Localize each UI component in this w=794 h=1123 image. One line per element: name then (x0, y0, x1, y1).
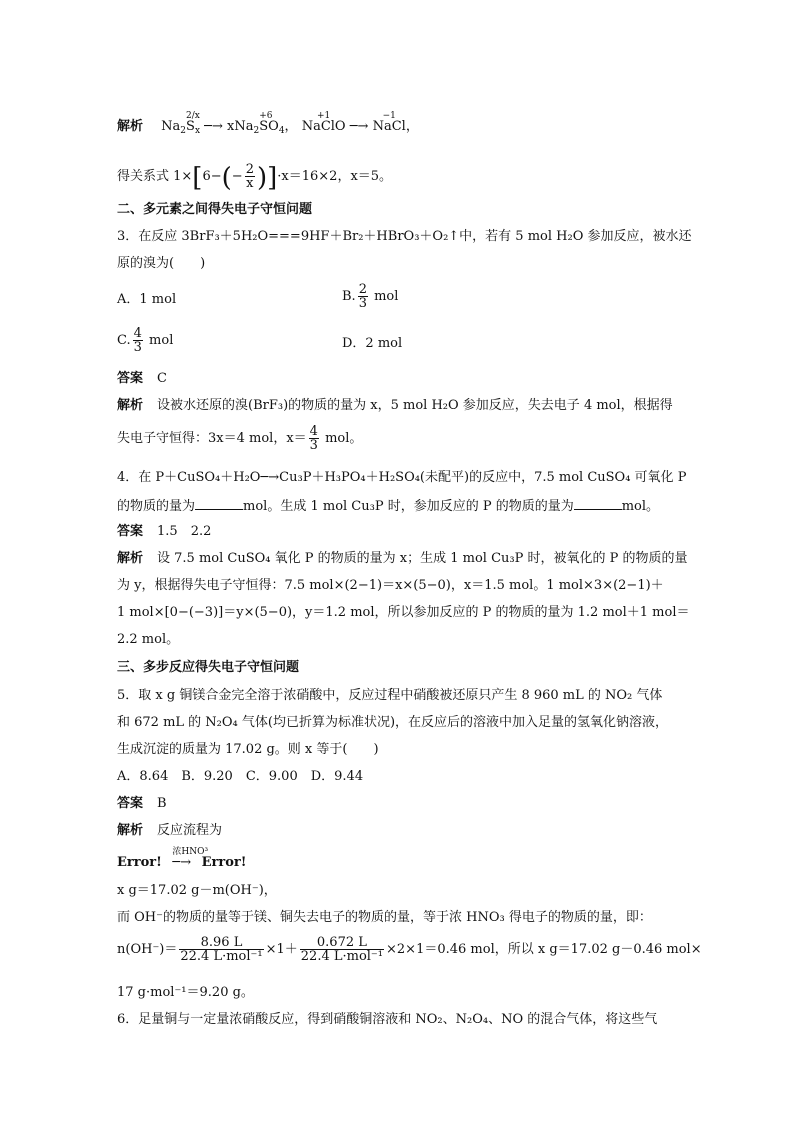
blank-1 (195, 497, 243, 510)
formula-na2so4: xNa$_2$ +6 $SO_4$ (227, 111, 285, 136)
option-d: D．2 mol (342, 336, 403, 351)
equation-2: 而 OH⁻的物质的量等于镁、铜失去电子的物质的量，等于浓 HNO₃ 得电子的物质的量，即： (117, 910, 652, 925)
section-heading-2: 二、多元素之间得失电子守恒问题 (117, 202, 313, 217)
question-3-line2: 原的溴为( ) (117, 256, 206, 271)
analysis-line-relation: 得关系式 1×[6−(− $\frac{2}{x}$ )]·x＝16×2，x＝5。 (117, 162, 393, 193)
section-heading-3: 三、多步反应得失电子守恒问题 (117, 660, 300, 675)
question-5-line3: 生成沉淀的质量为 17.02 g。则 x 等于( ) (117, 742, 379, 757)
analysis-q3-line2: 失电子守恒得：3x＝4 mol，x＝ $\frac{4}{3}$ mol。 (117, 424, 363, 453)
analysis-q4-line3: 1 mol×[0−(−3)]＝y×(5−0)，y＝1.2 mol，所以参加反应的 P 的物质的量为 1.2 mol＋1 mol＝ (117, 605, 690, 620)
option-c: C. $\frac{4}{3}$ mol (117, 326, 174, 355)
option-a: A．1 mol (117, 292, 177, 307)
option-b: B. $\frac{2}{3}$ mol (342, 282, 399, 311)
question-4-line2: 的物质的量为 mol。生成 1 mol Cu₃P 时，参加反应的 P 的物质的量为 mol。 (117, 499, 660, 514)
question-5-line1: 5．取 x g 铜镁合金完全溶于浓硝酸中，反应过程中硝酸被还原只产生 8 960 mL 的 NO₂ 气体 (117, 688, 663, 703)
analysis-q5-line1: 解析 反应流程为 (117, 823, 223, 838)
question-3-line1: 3．在反应 3BrF₃＋5H₂O===9HF＋Br₂＋HBrO₃＋O₂↑中，若有 5 mol H₂O 参加反应，被水还 (117, 229, 692, 244)
analysis-q4-line4: 2.2 mol。 (117, 632, 180, 647)
equation-4: 17 g·mol⁻¹＝9.20 g。 (117, 985, 254, 1000)
answer-q5: 答案 B (117, 796, 167, 811)
question-5-line2: 和 672 mL 的 N₂O₄ 气体(均已折算为标准状况)，在反应后的溶液中加入足量的氢氧化钠溶液， (117, 715, 669, 730)
formula-na2sx: $Na_2$ 2/x $S_x$ (161, 111, 201, 136)
question-5-options: A．8.64 B．9.20 C．9.00 D．9.44 (117, 769, 364, 784)
arrow: ─→ (204, 119, 223, 134)
question-4-line1: 4．在 P＋CuSO₄＋H₂O─→Cu₃P＋H₃PO₄＋H₂SO₄(未配平)的反应中，7.5 mol CuSO₄ 可氧化 P (117, 470, 687, 485)
formula-naclo: +1 NaClO (301, 111, 346, 134)
answer-q4: 答案 1.5 2.2 (117, 524, 212, 539)
analysis-label: 解析 (117, 119, 144, 134)
equation-3: n(OH⁻)＝ $\frac{8.96 L}{\text{22.4 L·mol⁻¹}}$ ×1＋ $\frac{0.672 L}{\text{22.4 L·mol⁻¹}}$ ×2×1＝0.46 mol，所以 x g＝17.02 g－0.46 mol× (117, 935, 702, 964)
answer-q3: 答案 C (117, 371, 167, 386)
blank-2 (574, 497, 622, 510)
fraction: $\frac{2}{x}$ (245, 162, 254, 191)
analysis-q4-line2: 为 y，根据得失电子守恒得：7.5 mol×(2−1)＝x×(5−0)，x＝1.5 mol。1 mol×3×(2−1)＋ (117, 578, 664, 593)
reaction-flow: Error! 浓HNO³ ─→ Error! (117, 847, 247, 870)
question-6-line1: 6．足量铜与一定量浓硝酸反应，得到硝酸铜溶液和 NO₂、N₂O₄、NO 的混合气体，将这些气 (117, 1012, 658, 1027)
analysis-q4-line1: 解析 设 7.5 mol CuSO₄ 氧化 P 的物质的量为 x；生成 1 mol Cu₃P 时，被氧化的 P 的物质的量 (117, 551, 688, 566)
analysis-line-q2-chain: 解析 $Na_2$ 2/x $S_x$ ─→ xNa$_2$ +6 $SO_4$， +1 NaClO ─→ −1 NaCl， (117, 111, 419, 136)
equation-1: x g＝17.02 g－m(OH⁻)， (117, 883, 277, 898)
analysis-q3-line1: 解析 设被水还原的溴(BrF₃)的物质的量为 x，5 mol H₂O 参加反应，失去电子 4 mol，根据得 (117, 398, 673, 413)
formula-nacl: −1 NaCl (372, 111, 406, 134)
